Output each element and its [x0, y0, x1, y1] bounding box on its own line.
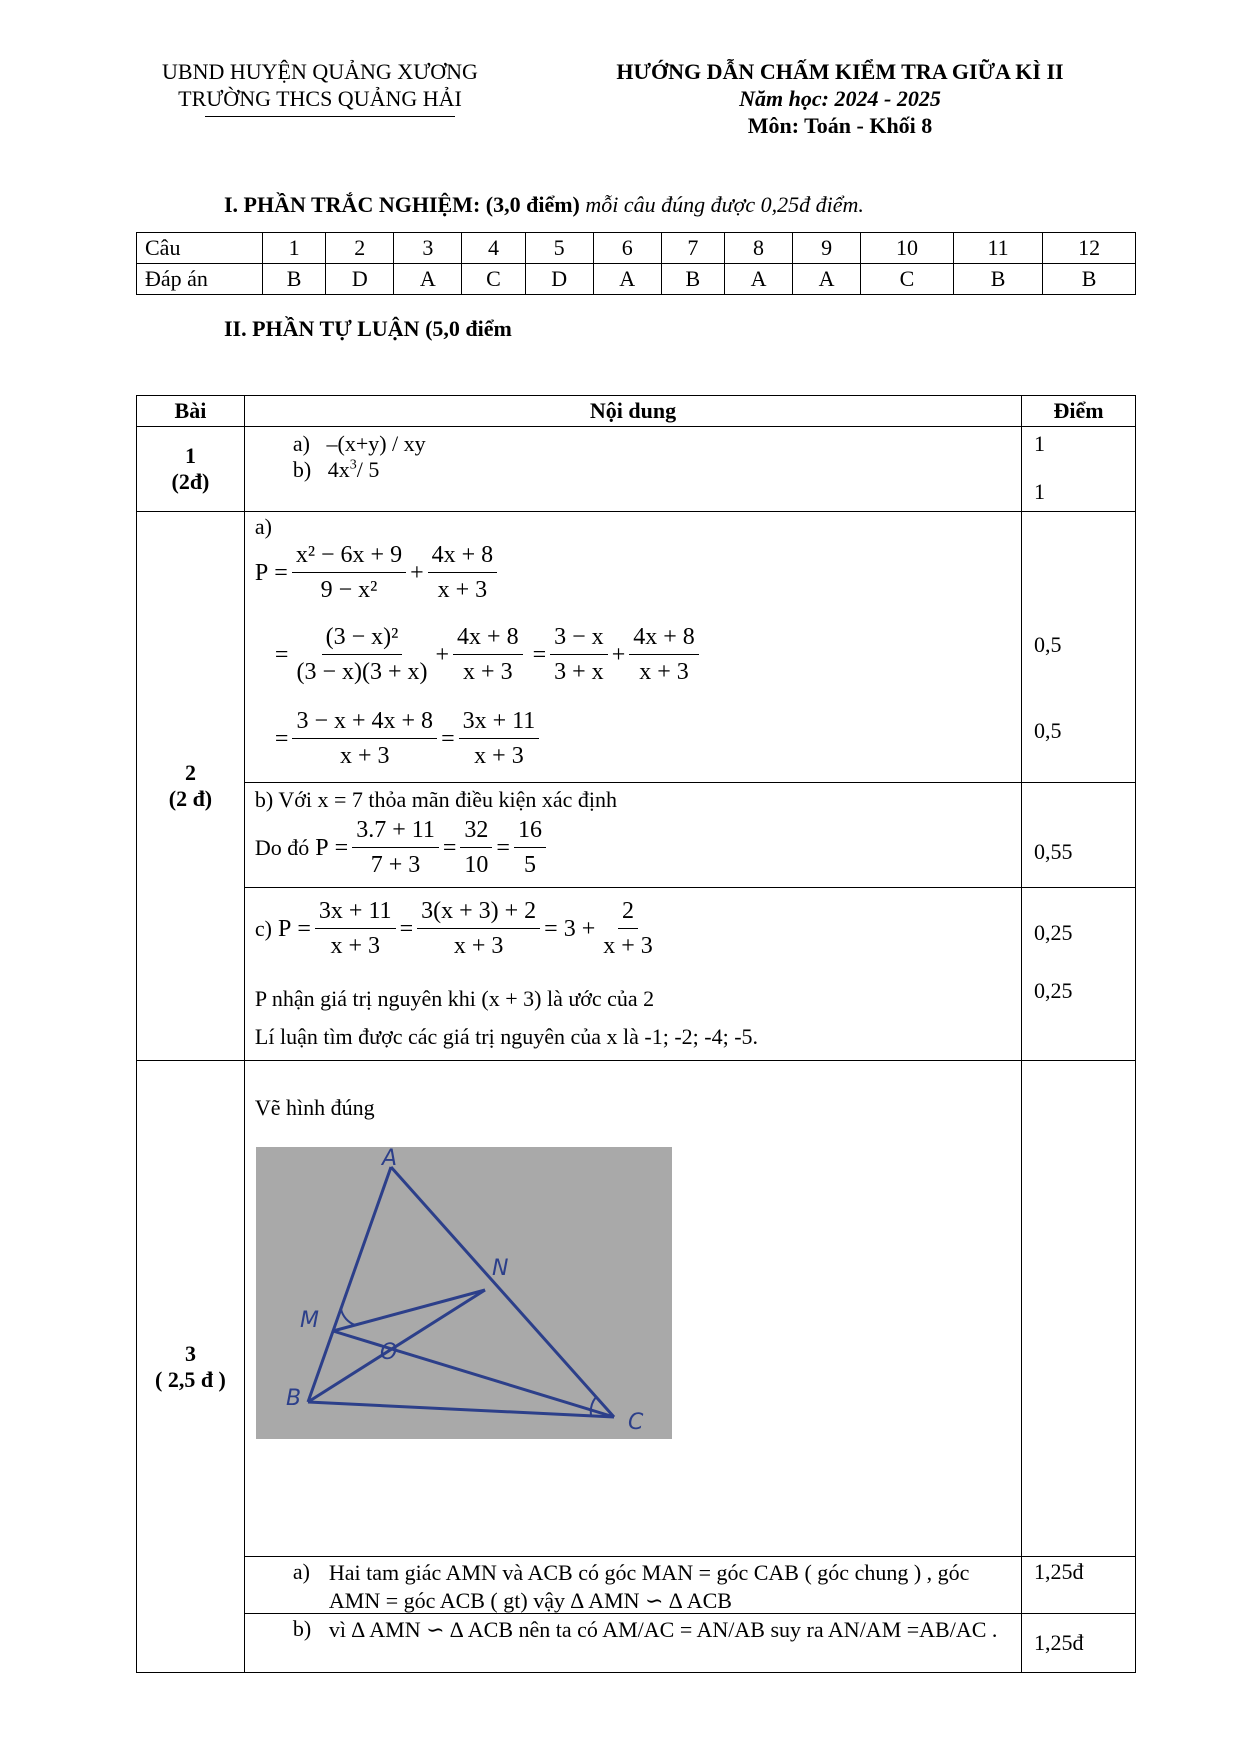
label-A: A — [381, 1147, 397, 1171]
problem-1-row — [137, 427, 1136, 512]
question-number: 7 — [661, 233, 724, 264]
problem-3-figure-row — [137, 1061, 1136, 1557]
p2c-reason: P nhận giá trị nguyên khi (x + 3) là ước của 2 — [254, 986, 655, 1011]
school-name: TRƯỜNG THCS QUẢNG HẢI — [178, 86, 462, 111]
p-symbol: P — [254, 559, 269, 586]
p3-draw-instruction: Vẽ hình đúng — [254, 1095, 375, 1120]
p2b-prefix: Do đó — [254, 835, 310, 860]
p2c-score-2: 0,25 — [1034, 978, 1073, 1003]
numerator: 32 — [460, 817, 492, 848]
question-number: 1 — [263, 233, 326, 264]
p2c-integer-part: 3 + — [563, 915, 596, 942]
answer-cell: B — [1043, 264, 1136, 295]
fraction — [453, 624, 523, 686]
problem-2b-content — [244, 783, 1021, 888]
denominator: (3 − x)(3 + x) — [296, 659, 428, 685]
answer-cell: C — [462, 264, 525, 295]
p2c-label: c) — [254, 916, 272, 941]
p1a-score: 1 — [1034, 431, 1046, 456]
p2b-calc: Do đó P = $\frac{3.7 + 11}{7 + 3}$ = $\frac{32}{10}$ = $\frac{16}{5}$ — [255, 817, 550, 879]
question-number: 8 — [724, 233, 792, 264]
p2a-label: a) — [254, 514, 272, 539]
answer-cell: C — [861, 264, 954, 295]
fraction — [550, 624, 608, 686]
problem-3a-row — [137, 1557, 1136, 1614]
numerator: 16 — [514, 817, 546, 848]
school-year: Năm học: 2024 - 2025 — [739, 86, 941, 111]
question-row — [137, 233, 1136, 264]
part1-title: I. PHẦN TRẮC NGHIỆM: (3,0 điểm) — [224, 192, 580, 217]
authority-name: UBND HUYỆN QUẢNG XƯƠNG — [162, 59, 478, 84]
p2a-line2: = $\frac{\text{(3 − x)²}}{(3 - x)(3 + x)}$ + $\frac{4x + 8}{x + 3}$ = $\frac{3 - x}{3 + x}$ + $\frac{4x + 8}{x + 3}$ — [275, 624, 703, 686]
numerator: 3(x + 3) + 2 — [417, 898, 540, 929]
fraction — [417, 898, 540, 960]
problem-2c-row — [137, 888, 1136, 1061]
p1b-rest: / 5 — [356, 457, 380, 482]
fraction — [428, 542, 498, 604]
exam-header — [560, 58, 1120, 139]
fraction — [315, 898, 396, 960]
problem-points: ( 2,5 đ ) — [155, 1366, 226, 1392]
problem-number: 2 — [184, 760, 196, 785]
denominator: x + 3 — [437, 577, 488, 603]
problem-1-content — [244, 427, 1021, 512]
answer-cell: A — [593, 264, 661, 295]
answer-row-label: Đáp án — [137, 264, 263, 295]
problem-3b-points — [1022, 1614, 1136, 1673]
problem-2a-points — [1022, 512, 1136, 783]
p1b-base: 4x — [327, 457, 350, 482]
problem-2a-row — [137, 512, 1136, 783]
p3a-proof: Hai tam giác AMN và ACB có góc MAN = góc CAB ( góc chung ) , góc AMN = góc ACB ( gt) vậy ∆ AMN ∽ ∆ ACB — [328, 1560, 970, 1613]
problem-2c-points — [1022, 888, 1136, 1061]
answer-cell: D — [326, 264, 394, 295]
denominator: 5 — [523, 852, 536, 878]
document-title: HƯỚNG DẪN CHẤM KIỂM TRA GIỮA KÌ II — [616, 59, 1064, 84]
problem-number: 1 — [184, 443, 196, 468]
question-number: 4 — [462, 233, 525, 264]
problem-2c-content — [244, 888, 1021, 1061]
label-B: B — [285, 1386, 301, 1411]
p2c-conclusion: Lí luận tìm được các giá trị nguyên của x là -1; -2; -4; -5. — [254, 1024, 759, 1049]
p3b-label: b) — [292, 1616, 312, 1641]
numerator: 4x + 8 — [428, 542, 498, 573]
numerator: 3 − x — [550, 624, 608, 655]
question-number: 5 — [525, 233, 593, 264]
fraction — [629, 624, 699, 686]
problem-1-points — [1022, 427, 1136, 512]
fraction — [514, 817, 546, 879]
question-number: 6 — [593, 233, 661, 264]
p2c-calc: c) P = $\frac{3x + 11}{x + 3}$ = $\frac{3(x + 3) + 2}{x + 3}$ = 3 + $\frac{2}{x + 3}$ — [255, 898, 661, 960]
problem-3b-content — [244, 1614, 1021, 1673]
question-number: 12 — [1043, 233, 1136, 264]
numerator: 3x + 11 — [459, 708, 540, 739]
denominator: 7 + 3 — [370, 852, 421, 878]
label-O: O — [379, 1340, 398, 1365]
p3a-score: 1,25đ — [1034, 1559, 1084, 1584]
p1a-answer: –(x+y) / xy — [326, 431, 426, 456]
denominator: x + 3 — [639, 659, 689, 685]
answer-cell: B — [953, 264, 1042, 295]
numerator: 2 — [618, 898, 638, 929]
denominator: 3 + x — [554, 659, 604, 685]
problem-points: (2 đ) — [168, 786, 213, 811]
fraction — [292, 708, 437, 770]
header-diem: Điểm — [1022, 396, 1136, 427]
p2b-condition: b) Với x = 7 thỏa mãn điều kiện xác định — [254, 787, 618, 812]
answer-key-table — [136, 232, 1136, 295]
answer-row — [137, 264, 1136, 295]
part1-heading — [224, 192, 864, 218]
fraction — [292, 624, 431, 686]
triangle-figure — [256, 1147, 672, 1439]
fraction — [292, 542, 406, 604]
header-bai: Bài — [137, 396, 245, 427]
label-N: N — [491, 1256, 509, 1281]
fraction — [459, 708, 540, 770]
p3b-score: 1,25đ — [1034, 1630, 1084, 1655]
question-number: 10 — [861, 233, 954, 264]
question-row-label: Câu — [137, 233, 263, 264]
p1b — [293, 457, 379, 483]
p1a — [293, 431, 426, 457]
p2b-score: 0,55 — [1034, 839, 1073, 864]
denominator: x + 3 — [453, 933, 504, 959]
p1b-exponent: 3 — [349, 457, 357, 473]
problem-number: 3 — [184, 1340, 196, 1366]
problem-3-figure-content — [244, 1061, 1021, 1557]
denominator: x + 3 — [474, 743, 524, 769]
part2-heading: II. PHẦN TỰ LUẬN (5,0 điểm — [224, 316, 512, 341]
label-C: C — [627, 1410, 644, 1435]
problem-2b-row — [137, 783, 1136, 888]
problem-2-label — [137, 512, 245, 1061]
answer-cell: A — [394, 264, 462, 295]
problem-2a-content — [244, 512, 1021, 783]
fraction — [460, 817, 492, 879]
fraction — [352, 817, 439, 879]
header-underline — [205, 116, 455, 117]
numerator: 3 − x + 4x + 8 — [292, 708, 437, 739]
problem-3a-points — [1022, 1557, 1136, 1614]
p2c-score-1: 0,25 — [1034, 920, 1073, 945]
p3a-label: a) — [292, 1559, 310, 1584]
p1a-label: a) — [292, 431, 310, 456]
header-noi-dung: Nội dung — [244, 396, 1021, 427]
problem-points: (2đ) — [171, 469, 210, 494]
question-number: 9 — [793, 233, 861, 264]
p2a-line3: = $\frac{3 - x + 4x + 8}{x + 3}$ = $\frac{3x + 11}{x + 3}$ — [275, 708, 543, 770]
answer-cell: B — [661, 264, 724, 295]
label-M: M — [299, 1308, 319, 1333]
problem-3a-content — [244, 1557, 1021, 1614]
p1b-score: 1 — [1034, 479, 1046, 504]
p3b-proof: vì ∆ AMN ∽ ∆ ACB nên ta có AM/AC = AN/AB suy ra AN/AM =AB/AC . — [328, 1617, 998, 1642]
answer-cell: A — [724, 264, 792, 295]
part1-note: mỗi câu đúng được 0,25đ điểm. — [579, 192, 864, 217]
numerator: x² − 6x + 9 — [292, 542, 406, 573]
denominator: x + 3 — [603, 933, 653, 959]
answer-cell: A — [793, 264, 861, 295]
subject: Môn: Toán - Khối 8 — [747, 113, 933, 138]
p-symbol: P — [278, 915, 292, 942]
p2a-score-1: 0,5 — [1034, 632, 1062, 657]
essay-scoring-table — [136, 395, 1136, 1673]
p-symbol: P — [315, 834, 329, 861]
numerator: 3.7 + 11 — [352, 817, 439, 848]
numerator: (3 − x)² — [322, 624, 403, 655]
numerator: 4x + 8 — [453, 624, 523, 655]
denominator: 10 — [464, 852, 489, 878]
question-number: 11 — [953, 233, 1042, 264]
problem-3b-row — [137, 1614, 1136, 1673]
answer-cell: B — [263, 264, 326, 295]
problem-3-label — [137, 1061, 245, 1673]
fraction — [599, 898, 657, 960]
denominator: x + 3 — [330, 933, 380, 959]
problem-1-label — [137, 427, 245, 512]
problem-2b-points — [1022, 783, 1136, 888]
numerator: 4x + 8 — [629, 624, 699, 655]
question-number: 2 — [326, 233, 394, 264]
p2a-line1: P = $\frac{\text{x² − 6x + 9}}{\text{9 − x²}}$ + $\frac{4x + 8}{x + 3}$ — [255, 542, 501, 604]
p2a-score-2: 0,5 — [1034, 718, 1062, 743]
answer-cell: D — [525, 264, 593, 295]
table-header-row — [137, 396, 1136, 427]
numerator: 3x + 11 — [315, 898, 396, 929]
problem-3-figure-points — [1022, 1061, 1136, 1557]
question-number: 3 — [394, 233, 462, 264]
p1b-label: b) — [292, 457, 312, 482]
denominator: x + 3 — [339, 743, 390, 769]
denominator: x + 3 — [463, 659, 513, 685]
denominator: 9 − x² — [320, 577, 378, 603]
school-header — [130, 58, 510, 112]
